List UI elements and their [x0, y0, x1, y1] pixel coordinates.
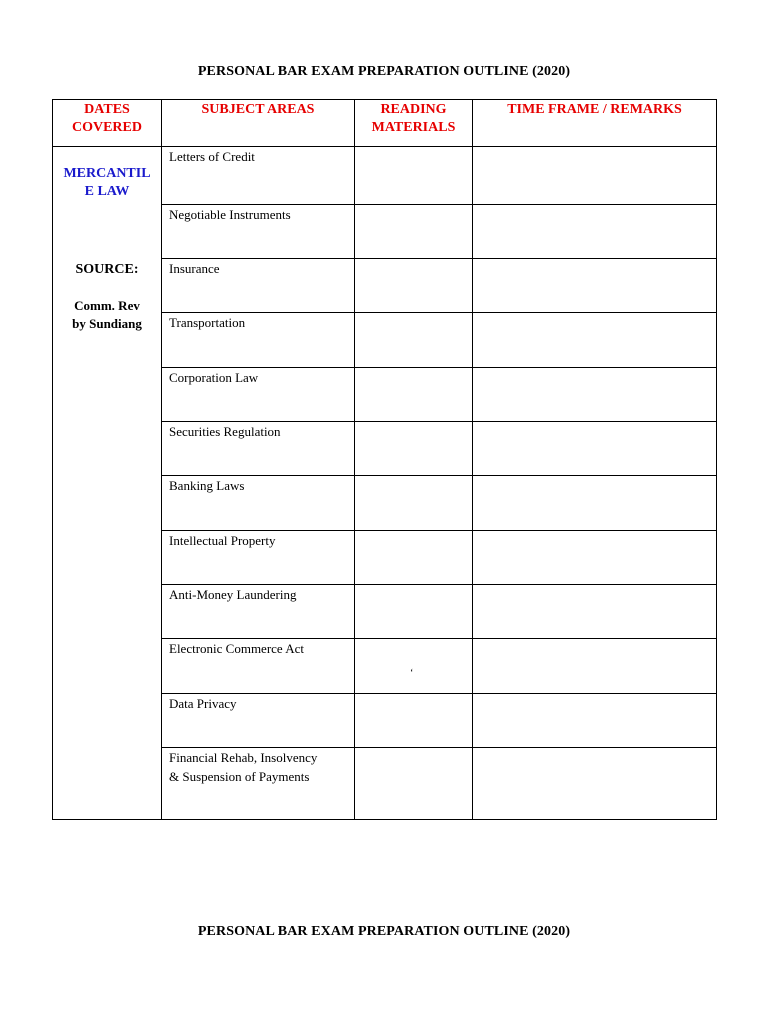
stray-mark: ‘: [410, 668, 414, 679]
topic-cell: [162, 259, 355, 313]
header-reading-line1: READING: [380, 102, 447, 117]
source-label: SOURCE:: [75, 262, 139, 277]
topic-label-line1: Financial Rehab, Insolvency: [169, 750, 318, 765]
table-row: [53, 147, 717, 205]
reading-materials-cell: [355, 694, 473, 748]
header-subject-areas: [162, 100, 355, 147]
header-time-frame-remarks: [473, 100, 717, 147]
time-frame-cell: [473, 476, 717, 531]
source-text: [53, 297, 161, 333]
topic-cell: [162, 639, 355, 694]
reading-materials-cell: [355, 748, 473, 820]
reading-materials-cell: [355, 531, 473, 585]
dates-covered-cell: [53, 147, 162, 820]
subject-name-line2: E LAW: [84, 184, 130, 199]
topic-label: Transportation: [169, 315, 246, 330]
topic-cell: [162, 422, 355, 476]
reading-materials-cell: [355, 147, 473, 205]
header-subject-areas-label: SUBJECT AREAS: [201, 102, 315, 117]
time-frame-cell: [473, 694, 717, 748]
time-frame-cell: [473, 748, 717, 820]
header-time-frame-label: TIME FRAME / REMARKS: [507, 102, 682, 117]
topic-cell: [162, 694, 355, 748]
time-frame-cell: [473, 259, 717, 313]
topic-label: Insurance: [169, 261, 220, 276]
time-frame-cell: [473, 585, 717, 639]
topic-label: Corporation Law: [169, 370, 259, 385]
reading-materials-cell: [355, 422, 473, 476]
topic-label: Data Privacy: [169, 696, 237, 711]
topic-cell: [162, 585, 355, 639]
reading-materials-cell: [355, 639, 473, 694]
topic-cell: [162, 531, 355, 585]
reading-materials-cell: [355, 476, 473, 531]
reading-materials-cell: [355, 313, 473, 368]
subject-name-line1: MERCANTIL: [63, 166, 151, 181]
topic-cell: [162, 205, 355, 259]
header-row: [53, 100, 717, 147]
time-frame-cell: [473, 205, 717, 259]
topic-cell: [162, 748, 355, 820]
topic-cell: [162, 147, 355, 205]
topic-cell: [162, 313, 355, 368]
outline-table: [52, 99, 717, 820]
header-dates-line2: COVERED: [71, 120, 142, 135]
topic-label: Letters of Credit: [169, 149, 255, 164]
topic-cell: [162, 368, 355, 422]
time-frame-cell: [473, 368, 717, 422]
topic-label: Banking Laws: [169, 478, 245, 493]
topic-label-line2: & Suspension of Payments: [169, 769, 310, 784]
time-frame-cell: [473, 531, 717, 585]
reading-materials-cell: [355, 259, 473, 313]
document-title: PERSONAL BAR EXAM PREPARATION OUTLINE (2020): [197, 64, 571, 79]
time-frame-cell: [473, 147, 717, 205]
reading-materials-cell: [355, 585, 473, 639]
topic-label: Negotiable Instruments: [169, 207, 291, 222]
time-frame-cell: [473, 639, 717, 694]
source-line1: Comm. Rev: [74, 298, 140, 313]
header-dates-covered: [53, 100, 162, 147]
header-dates-line1: DATES: [84, 102, 130, 117]
source-line2: by Sundiang: [72, 316, 142, 331]
reading-materials-cell: [355, 368, 473, 422]
topic-label: Intellectual Property: [169, 533, 276, 548]
topic-cell: [162, 476, 355, 531]
time-frame-cell: [473, 422, 717, 476]
topic-label: Electronic Commerce Act: [169, 641, 305, 656]
topic-label: Anti-Money Laundering: [169, 587, 297, 602]
header-reading-line2: MATERIALS: [371, 120, 456, 135]
time-frame-cell: [473, 313, 717, 368]
topic-label: Securities Regulation: [169, 424, 281, 439]
subject-name: [53, 165, 161, 201]
header-reading-materials: [355, 100, 473, 147]
document-title-repeat: PERSONAL BAR EXAM PREPARATION OUTLINE (2020): [197, 924, 571, 939]
reading-materials-cell: [355, 205, 473, 259]
